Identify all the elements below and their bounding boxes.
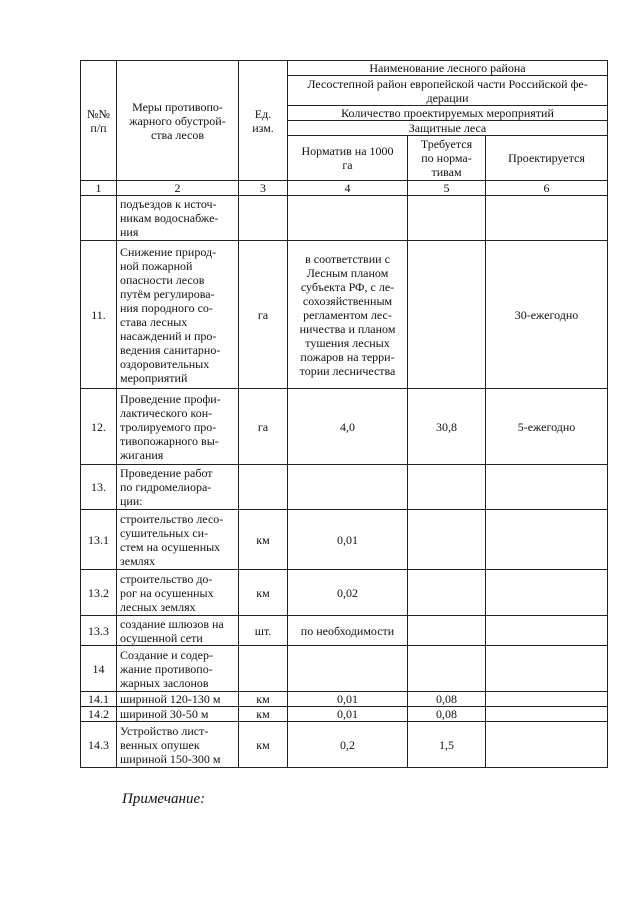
measure-name: Проведение профи- лактического кон- тролируемого про- тивопожарного вы- жигания (117, 389, 239, 465)
measure-name: Проведение работ по гидромелиора- ции: (117, 465, 239, 510)
row-number: 12. (81, 389, 117, 465)
unit (239, 196, 288, 241)
required-value: 0,08 (408, 692, 486, 707)
measures-table (80, 60, 608, 768)
measure-name: Снижение природ- ной пожарной опасности лесов путём регулирова- ния породного со- става лесных насаждений и про- ведения санитарно- оздоровительных мероприятий (117, 241, 239, 389)
required-value (408, 570, 486, 616)
colnum: 2 (117, 181, 239, 196)
table-row (81, 692, 608, 707)
table-row (81, 722, 608, 768)
colnum: 3 (239, 181, 288, 196)
row-number: 14.1 (81, 692, 117, 707)
table-row (81, 196, 608, 241)
designed-value (486, 465, 608, 510)
unit (239, 646, 288, 692)
row-number (81, 196, 117, 241)
table-row (81, 510, 608, 570)
table-row (81, 241, 608, 389)
unit: га (239, 241, 288, 389)
unit: км (239, 692, 288, 707)
measure-name: строительство лесо- сушительных си- стем на осушенных землях (117, 510, 239, 570)
table-row (81, 570, 608, 616)
header-num: №№ п/п (81, 61, 117, 181)
norm-value: 0,2 (288, 722, 408, 768)
norm-value: 0,01 (288, 510, 408, 570)
header-district: Лесостепной район европейской части Российской фе- дерации (288, 76, 608, 106)
row-number: 13. (81, 465, 117, 510)
required-value (408, 616, 486, 646)
table-row (81, 465, 608, 510)
norm-value: 4,0 (288, 389, 408, 465)
required-value: 0,08 (408, 707, 486, 722)
measure-name: подъездов к источ- никам водоснабже- ния (117, 196, 239, 241)
measure-name: Устройство лист- венных опушек шириной 150-300 м (117, 722, 239, 768)
norm-value: 0,02 (288, 570, 408, 616)
header-designed: Проектируется (486, 136, 608, 181)
row-number: 14.2 (81, 707, 117, 722)
required-value: 30,8 (408, 389, 486, 465)
designed-value (486, 510, 608, 570)
unit: км (239, 722, 288, 768)
designed-value: 30-ежегодно (486, 241, 608, 389)
header-quantity: Количество проектируемых мероприятий (288, 106, 608, 121)
norm-value: в соответствии с Лесным планом субъекта РФ, с ле- сохозяйственным регламентом лес- ничества и планом тушения лесных пожаров на терри- тории лесничества (288, 241, 408, 389)
unit: шт. (239, 616, 288, 646)
measure-name: шириной 30-50 м (117, 707, 239, 722)
norm-value: 0,01 (288, 707, 408, 722)
required-value: 1,5 (408, 722, 486, 768)
row-number: 11. (81, 241, 117, 389)
designed-value (486, 692, 608, 707)
table-row (81, 646, 608, 692)
header-district-name: Наименование лесного района (288, 61, 608, 76)
note-label: Примечание: (122, 791, 206, 807)
measure-name: шириной 120-130 м (117, 692, 239, 707)
norm-value (288, 196, 408, 241)
required-value (408, 196, 486, 241)
colnum: 4 (288, 181, 408, 196)
table-row (81, 707, 608, 722)
column-numbers-row (81, 181, 608, 196)
unit: км (239, 570, 288, 616)
table-row (81, 616, 608, 646)
table-row (81, 389, 608, 465)
norm-value: 0,01 (288, 692, 408, 707)
measure-name: Создание и содер- жание противопо- жарных заслонов (117, 646, 239, 692)
required-value (408, 646, 486, 692)
header-unit: Ед. изм. (239, 61, 288, 181)
measure-name: строительство до- рог на осушенных лесных землях (117, 570, 239, 616)
unit: км (239, 510, 288, 570)
designed-value (486, 722, 608, 768)
colnum: 6 (486, 181, 608, 196)
header-norm: Норматив на 1000 га (288, 136, 408, 181)
required-value (408, 465, 486, 510)
header-protective: Защитные леса (288, 121, 608, 136)
colnum: 1 (81, 181, 117, 196)
header-measures: Меры противопо- жарного обустрой- ства лесов (117, 61, 239, 181)
row-number: 14 (81, 646, 117, 692)
norm-value (288, 465, 408, 510)
row-number: 13.2 (81, 570, 117, 616)
header-required: Требуется по норма- тивам (408, 136, 486, 181)
norm-value: по необходимости (288, 616, 408, 646)
designed-value (486, 707, 608, 722)
row-number: 14.3 (81, 722, 117, 768)
required-value (408, 510, 486, 570)
designed-value (486, 616, 608, 646)
row-number: 13.1 (81, 510, 117, 570)
measure-name: создание шлюзов на осушенной сети (117, 616, 239, 646)
colnum: 5 (408, 181, 486, 196)
designed-value: 5-ежегодно (486, 389, 608, 465)
unit: га (239, 389, 288, 465)
required-value (408, 241, 486, 389)
norm-value (288, 646, 408, 692)
unit: км (239, 707, 288, 722)
row-number: 13.3 (81, 616, 117, 646)
designed-value (486, 196, 608, 241)
designed-value (486, 570, 608, 616)
unit (239, 465, 288, 510)
designed-value (486, 646, 608, 692)
